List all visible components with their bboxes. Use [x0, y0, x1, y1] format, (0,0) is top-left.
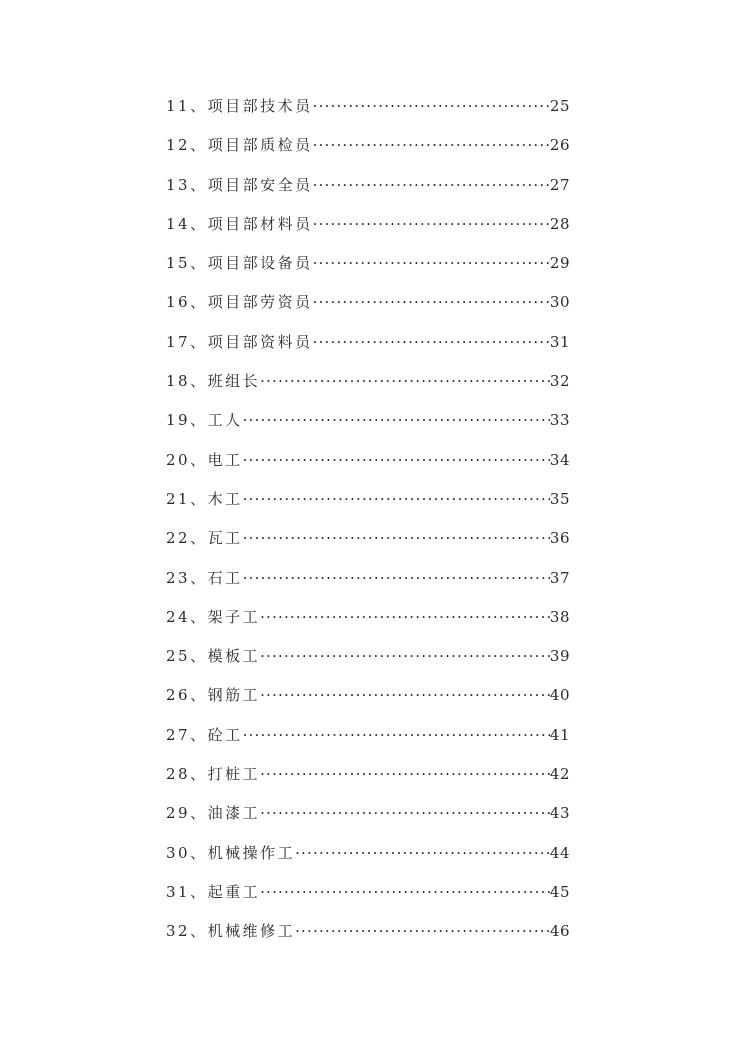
- toc-entry-page: 46: [549, 922, 570, 941]
- toc-dot-leader: [260, 598, 550, 637]
- toc-dot-leader: [313, 87, 550, 126]
- toc-entry-label: 11、项目部技术员: [166, 97, 313, 115]
- toc-dot-leader: [243, 401, 550, 440]
- toc-entry-page: 31: [549, 332, 570, 351]
- toc-entry[interactable]: [166, 166, 570, 205]
- toc-entry-label: 13、项目部安全员: [166, 175, 313, 194]
- toc-entry[interactable]: [166, 401, 570, 440]
- toc-dot-leader: [260, 637, 550, 676]
- toc-entry-page: 38: [549, 607, 570, 626]
- toc-dot-leader: [260, 676, 550, 715]
- toc-entry-label: 19、工人: [166, 411, 243, 430]
- toc-entry[interactable]: [166, 873, 570, 912]
- toc-dot-leader: [295, 912, 550, 951]
- toc-entry-label: 28、打桩工: [166, 765, 261, 784]
- toc-entry-page: 30: [549, 293, 570, 312]
- toc-dot-leader: [313, 323, 550, 362]
- toc-dot-leader: [313, 126, 550, 165]
- toc-entry-label: 24、架子工: [166, 607, 261, 626]
- toc-entry-label: 14、项目部材料员: [166, 214, 313, 233]
- toc-entry[interactable]: [166, 598, 570, 637]
- toc-entry-label: 22、瓦工: [166, 529, 243, 548]
- toc-entry[interactable]: [166, 244, 570, 283]
- toc-dot-leader: [260, 362, 550, 401]
- toc-entry-label: 17、项目部资料员: [166, 332, 313, 351]
- toc-entry-label: 18、班组长: [166, 372, 261, 391]
- toc-entry-page: 36: [549, 529, 570, 548]
- toc-dot-leader: [313, 244, 550, 283]
- toc-entry-page: 37: [549, 568, 570, 587]
- toc-dot-leader: [243, 480, 550, 519]
- toc-entry[interactable]: [166, 283, 570, 322]
- toc-entry-label: 15、项目部设备员: [166, 254, 313, 273]
- toc-entry[interactable]: [166, 480, 570, 519]
- toc-entry-label: 31、起重工: [166, 882, 261, 901]
- toc-entry-label: 16、项目部劳资员: [166, 293, 313, 312]
- toc-entry-page: 28: [549, 214, 570, 233]
- toc-entry-label: 27、砼工: [166, 725, 243, 744]
- toc-dot-leader: [313, 283, 550, 322]
- toc-entry-page: 27: [549, 175, 570, 194]
- toc-entry[interactable]: [166, 519, 570, 558]
- toc-entry-page: 41: [549, 725, 570, 744]
- toc-entry[interactable]: [166, 716, 570, 755]
- toc-entry[interactable]: [166, 87, 570, 126]
- toc-entry-label: 29、油漆工: [166, 804, 261, 823]
- toc-entry-page: 39: [549, 647, 570, 666]
- toc-dot-leader: [260, 755, 550, 794]
- toc-entry-label: 20、电工: [166, 450, 243, 469]
- toc-entry[interactable]: [166, 205, 570, 244]
- toc-entry-page: 32: [549, 372, 570, 391]
- toc-entry-label: 30、机械操作工: [166, 843, 296, 862]
- toc-entry[interactable]: [166, 755, 570, 794]
- toc-dot-leader: [295, 834, 550, 873]
- toc-entry[interactable]: [166, 834, 570, 873]
- toc-entry-page: 25: [549, 97, 570, 115]
- toc-dot-leader: [260, 794, 550, 833]
- toc-dot-leader: [243, 559, 550, 598]
- toc-dot-leader: [243, 519, 550, 558]
- table-of-contents: [166, 87, 570, 952]
- toc-entry-page: 45: [549, 882, 570, 901]
- toc-entry[interactable]: [166, 323, 570, 362]
- toc-dot-leader: [313, 166, 550, 205]
- toc-entry-page: 29: [549, 254, 570, 273]
- toc-entry-page: 34: [549, 450, 570, 469]
- toc-entry[interactable]: [166, 362, 570, 401]
- toc-entry-label: 32、机械维修工: [166, 922, 296, 941]
- toc-entry[interactable]: [166, 794, 570, 833]
- toc-dot-leader: [243, 441, 550, 480]
- toc-entry-page: 43: [549, 804, 570, 823]
- toc-entry[interactable]: [166, 676, 570, 715]
- toc-dot-leader: [313, 205, 550, 244]
- toc-entry-page: 35: [549, 489, 570, 508]
- toc-entry[interactable]: [166, 559, 570, 598]
- toc-entry[interactable]: [166, 637, 570, 676]
- toc-entry-label: 12、项目部质检员: [166, 136, 313, 155]
- toc-entry[interactable]: [166, 441, 570, 480]
- toc-entry-label: 25、模板工: [166, 647, 261, 666]
- toc-entry-page: 26: [549, 136, 570, 155]
- toc-entry-page: 33: [549, 411, 570, 430]
- toc-entry-label: 23、石工: [166, 568, 243, 587]
- toc-entry-page: 40: [549, 686, 570, 705]
- toc-dot-leader: [243, 716, 550, 755]
- toc-entry-page: 44: [549, 843, 570, 862]
- toc-entry-label: 26、钢筋工: [166, 686, 261, 705]
- toc-entry-label: 21、木工: [166, 489, 243, 508]
- toc-entry[interactable]: [166, 912, 570, 951]
- toc-dot-leader: [260, 873, 550, 912]
- toc-entry-page: 42: [549, 765, 570, 784]
- toc-entry[interactable]: [166, 126, 570, 165]
